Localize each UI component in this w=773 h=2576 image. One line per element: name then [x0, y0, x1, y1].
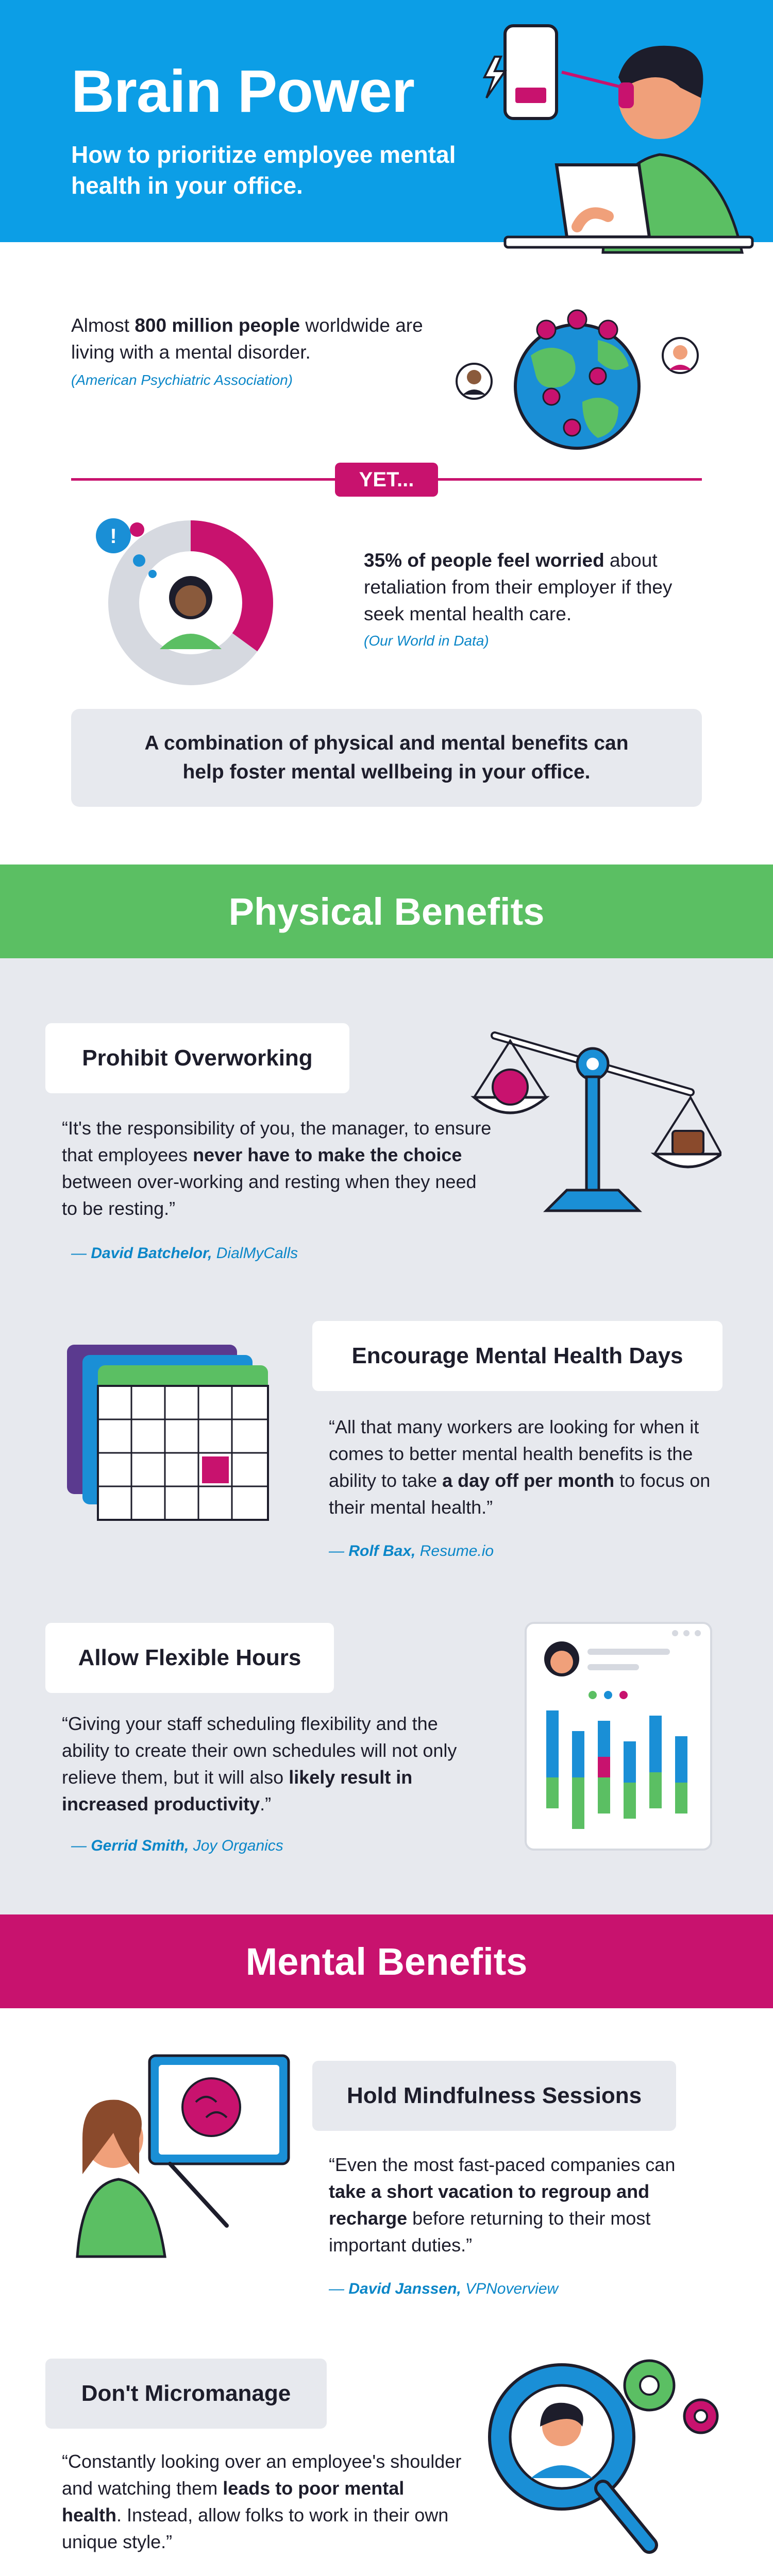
benefit-quote-mindfulness: “Even the most fast-paced companies can take a short vacation to regroup and recharge before returning to their most important duties.” — [329, 2154, 676, 2256]
stat-35-percent: 35% of people feel worried about retaliation from their employer if they seek mental health care. — [364, 550, 673, 624]
stat-source-apa: (American Psychiatric Association) — [71, 372, 293, 388]
benefit-title-flexible-hours: Allow Flexible Hours — [45, 1623, 334, 1693]
benefit-title-prohibit-overworking: Prohibit Overworking — [45, 1023, 349, 1093]
globe-illustration — [453, 299, 711, 464]
benefit-title-mindfulness: Hold Mindfulness Sessions — [312, 2061, 676, 2131]
donut-35-percent-illustration — [88, 515, 278, 685]
stat-800-million: Almost 800 million people worldwide are living with a mental disorder. — [71, 315, 423, 363]
physical-benefits-banner: Physical Benefits — [0, 865, 773, 958]
scale-illustration — [464, 1005, 721, 1231]
benefit-quote-flexible-hours: “Giving your staff scheduling flexibility and the ability to create their own schedules will not only relieve them, but it will also likely result in increased productivity.” — [62, 1713, 457, 1815]
yet-badge: YET... — [335, 463, 438, 497]
benefit-title-micromanage: Don't Micromanage — [45, 2359, 327, 2429]
magnifier-gears-illustration — [479, 2349, 727, 2576]
svg-text:!: ! — [110, 525, 117, 548]
page-title: Brain Power — [71, 58, 414, 125]
benefit-title-mental-health-days: Encourage Mental Health Days — [312, 1321, 722, 1391]
mental-benefits-banner: Mental Benefits — [0, 1914, 773, 2008]
benefit-author-smith: — Gerrid Smith, Joy Organics — [71, 1837, 283, 1854]
combination-callout: A combination of physical and mental benefits can help foster mental wellbeing in your office. — [71, 709, 702, 807]
benefit-author-janssen: — David Janssen, VPNoverview — [329, 2280, 559, 2297]
mindfulness-presenter-illustration — [62, 2050, 299, 2262]
benefit-quote-prohibit-overworking: “It's the responsibility of you, the manager, to ensure that employees never have to make the choice between over-working and resting when they need to be resting.” — [62, 1117, 492, 1219]
benefit-quote-mental-health-days: “All that many workers are looking for when it comes to better mental health benefits is the ability to take a day off per month to focus on their mental health.” — [329, 1416, 711, 1518]
calendar-illustration — [62, 1334, 278, 1530]
stat-source-owid: (Our World in Data) — [364, 633, 489, 649]
benefit-quote-micromanage: “Constantly looking over an employee's shoulder and watching them leads to poor mental health. Instead, allow folks to work in their own unique style.” — [62, 2451, 462, 2552]
man-at-laptop-illustration — [453, 10, 763, 289]
benefit-author-batchelor: — David Batchelor, DialMyCalls — [71, 1245, 298, 1262]
schedule-chart-illustration — [520, 1618, 716, 1855]
page-subtitle: How to prioritize employee mental health in your office. — [71, 141, 456, 199]
benefit-author-bax: — Rolf Bax, Resume.io — [329, 1543, 494, 1560]
